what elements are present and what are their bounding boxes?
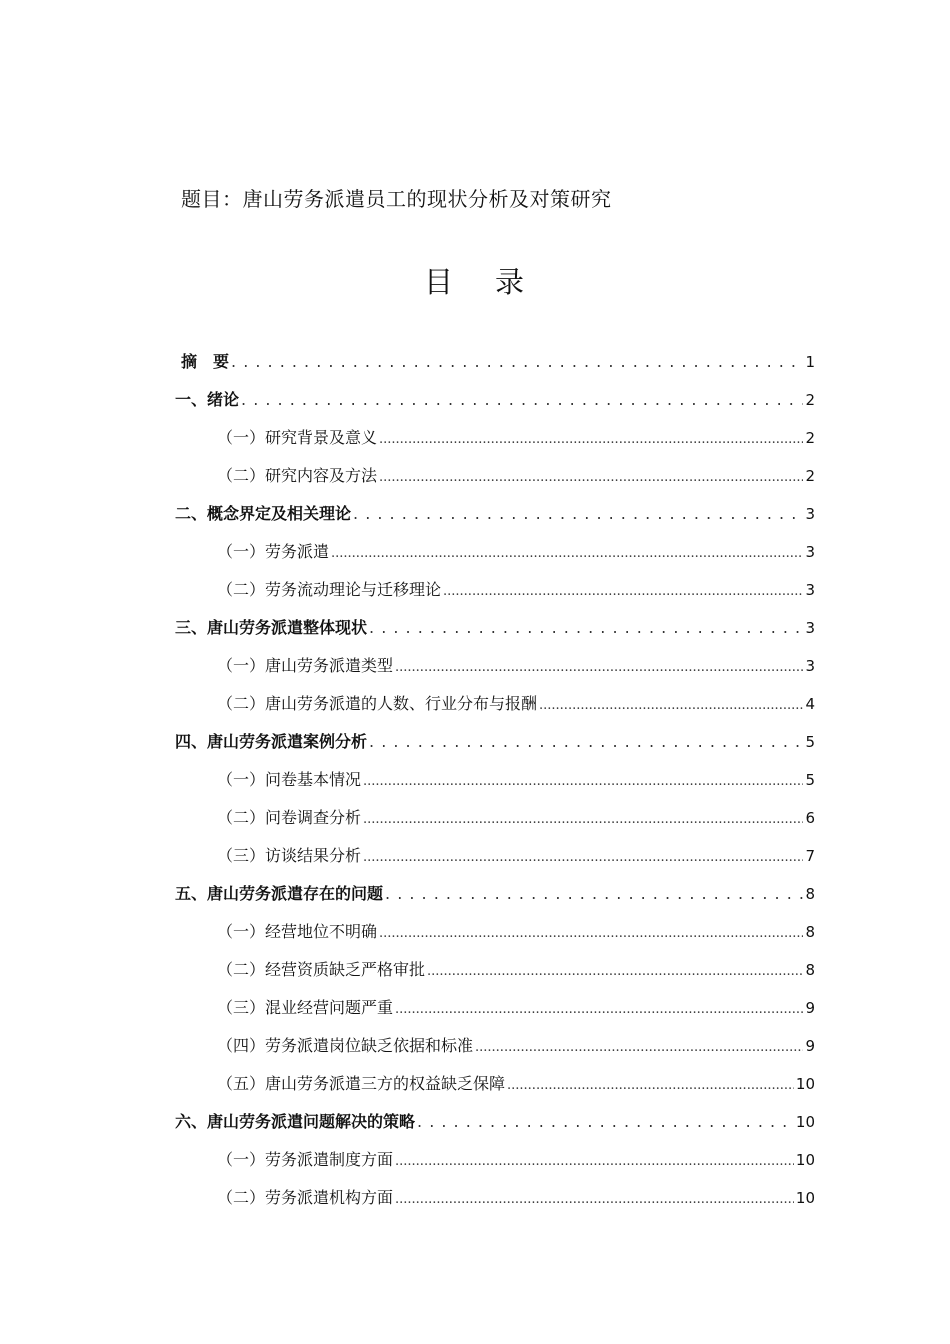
toc-entry-section[interactable] <box>0 1141 815 1179</box>
toc-entry-page-number: 3 <box>805 657 815 675</box>
toc-entry-page-number: 10 <box>795 1075 815 1093</box>
toc-entry-section[interactable] <box>0 761 815 799</box>
toc-dot-leader <box>353 495 803 533</box>
toc-entry-page-number: 2 <box>805 391 815 409</box>
toc-entry-label: 六、唐山劳务派遣问题解决的策略 <box>175 1112 416 1131</box>
toc-entry-label: （二）研究内容及方法 <box>217 466 378 485</box>
toc-entry-section[interactable] <box>0 913 815 951</box>
toc-entry-label: （五）唐山劳务派遣三方的权益缺乏保障 <box>217 1074 506 1093</box>
toc-entry-section[interactable] <box>0 419 815 457</box>
toc-dot-leader <box>539 685 803 725</box>
toc-dot-leader <box>443 571 803 611</box>
toc-dot-leader <box>417 1103 794 1141</box>
toc-entry-section[interactable] <box>0 1179 815 1217</box>
toc-entry-chapter[interactable] <box>0 381 815 419</box>
toc-entry-page-number: 10 <box>795 1189 815 1207</box>
document-title: 题目：唐山劳务派遣员工的现状分析及对策研究 <box>181 187 612 211</box>
toc-entry-label: （四）劳务派遣岗位缺乏依据和标准 <box>217 1036 474 1055</box>
toc-entry-label: 五、唐山劳务派遣存在的问题 <box>175 884 384 903</box>
toc-dot-leader <box>363 799 803 839</box>
toc-dot-leader <box>363 837 803 877</box>
toc-entry-page-number: 9 <box>805 1037 815 1055</box>
toc-entry-page-number: 5 <box>805 771 815 789</box>
toc-entry-section[interactable] <box>0 647 815 685</box>
toc-entry-page-number: 3 <box>805 543 815 561</box>
toc-entry-label: 二、概念界定及相关理论 <box>175 504 352 523</box>
toc-entry-page-number: 7 <box>805 847 815 865</box>
toc-dot-leader <box>379 457 803 497</box>
toc-dot-leader <box>369 609 803 647</box>
toc-entry-label: （一）问卷基本情况 <box>217 770 362 789</box>
toc-entry-label: （二）经营资质缺乏严格审批 <box>217 960 426 979</box>
toc-heading-char-1: 目 <box>423 265 455 299</box>
toc-entry-page-number: 3 <box>805 619 815 637</box>
toc-dot-leader <box>395 989 803 1029</box>
toc-entry-page-number: 10 <box>795 1113 815 1131</box>
toc-entry-label: （一）劳务派遣制度方面 <box>217 1150 394 1169</box>
toc-entry-section[interactable] <box>0 1065 815 1103</box>
toc-entry-label: 一、绪论 <box>175 390 240 409</box>
toc-entry-label: （二）问卷调查分析 <box>217 808 362 827</box>
toc-dot-leader <box>241 381 803 419</box>
toc-entry-chapter[interactable] <box>0 1103 815 1141</box>
toc-heading-char-2: 录 <box>495 265 527 299</box>
toc-entry-label: （二）唐山劳务派遣的人数、行业分布与报酬 <box>217 694 538 713</box>
toc-dot-leader <box>475 1027 803 1067</box>
toc-entry-chapter[interactable] <box>0 343 815 381</box>
table-of-contents <box>0 343 950 1217</box>
toc-entry-chapter[interactable] <box>0 875 815 913</box>
toc-entry-page-number: 10 <box>795 1151 815 1169</box>
toc-entry-chapter[interactable] <box>0 609 815 647</box>
toc-entry-page-number: 8 <box>805 961 815 979</box>
toc-entry-section[interactable] <box>0 533 815 571</box>
toc-entry-page-number: 1 <box>805 353 815 371</box>
toc-entry-label: （一）劳务派遣 <box>217 542 330 561</box>
toc-entry-label: （三）访谈结果分析 <box>217 846 362 865</box>
toc-entry-page-number: 4 <box>805 695 815 713</box>
toc-entry-page-number: 6 <box>805 809 815 827</box>
toc-dot-leader <box>231 343 803 381</box>
toc-entry-page-number: 3 <box>805 581 815 599</box>
toc-entry-section[interactable] <box>0 951 815 989</box>
toc-dot-leader <box>385 875 803 913</box>
toc-entry-label: （二）劳务流动理论与迁移理论 <box>217 580 442 599</box>
toc-entry-section[interactable] <box>0 989 815 1027</box>
toc-entry-label: （一）唐山劳务派遣类型 <box>217 656 394 675</box>
toc-entry-section[interactable] <box>0 457 815 495</box>
toc-entry-label: （二）劳务派遣机构方面 <box>217 1188 394 1207</box>
toc-entry-page-number: 2 <box>805 429 815 447</box>
toc-entry-section[interactable] <box>0 571 815 609</box>
toc-entry-section[interactable] <box>0 1027 815 1065</box>
toc-entry-page-number: 5 <box>805 733 815 751</box>
toc-entry-page-number: 8 <box>805 923 815 941</box>
toc-entry-label: （三）混业经营问题严重 <box>217 998 394 1017</box>
toc-dot-leader <box>379 913 803 953</box>
toc-heading <box>0 260 950 301</box>
toc-entry-section[interactable] <box>0 799 815 837</box>
toc-dot-leader <box>331 533 803 573</box>
toc-entry-chapter[interactable] <box>0 723 815 761</box>
toc-dot-leader <box>369 723 803 761</box>
toc-entry-page-number: 9 <box>805 999 815 1017</box>
toc-entry-label: 摘 要 <box>181 352 230 371</box>
toc-entry-section[interactable] <box>0 685 815 723</box>
toc-entry-chapter[interactable] <box>0 495 815 533</box>
toc-dot-leader <box>395 1141 794 1181</box>
toc-dot-leader <box>507 1065 794 1105</box>
toc-entry-section[interactable] <box>0 837 815 875</box>
toc-entry-label: （一）经营地位不明确 <box>217 922 378 941</box>
toc-dot-leader <box>379 419 803 459</box>
toc-entry-label: （一）研究背景及意义 <box>217 428 378 447</box>
toc-dot-leader <box>395 647 803 687</box>
toc-entry-page-number: 8 <box>805 885 815 903</box>
toc-dot-leader <box>427 951 803 991</box>
toc-dot-leader <box>395 1179 794 1219</box>
toc-entry-label: 三、唐山劳务派遣整体现状 <box>175 618 368 637</box>
toc-entry-page-number: 3 <box>805 505 815 523</box>
toc-dot-leader <box>363 761 803 801</box>
toc-entry-page-number: 2 <box>805 467 815 485</box>
toc-entry-label: 四、唐山劳务派遣案例分析 <box>175 732 368 751</box>
